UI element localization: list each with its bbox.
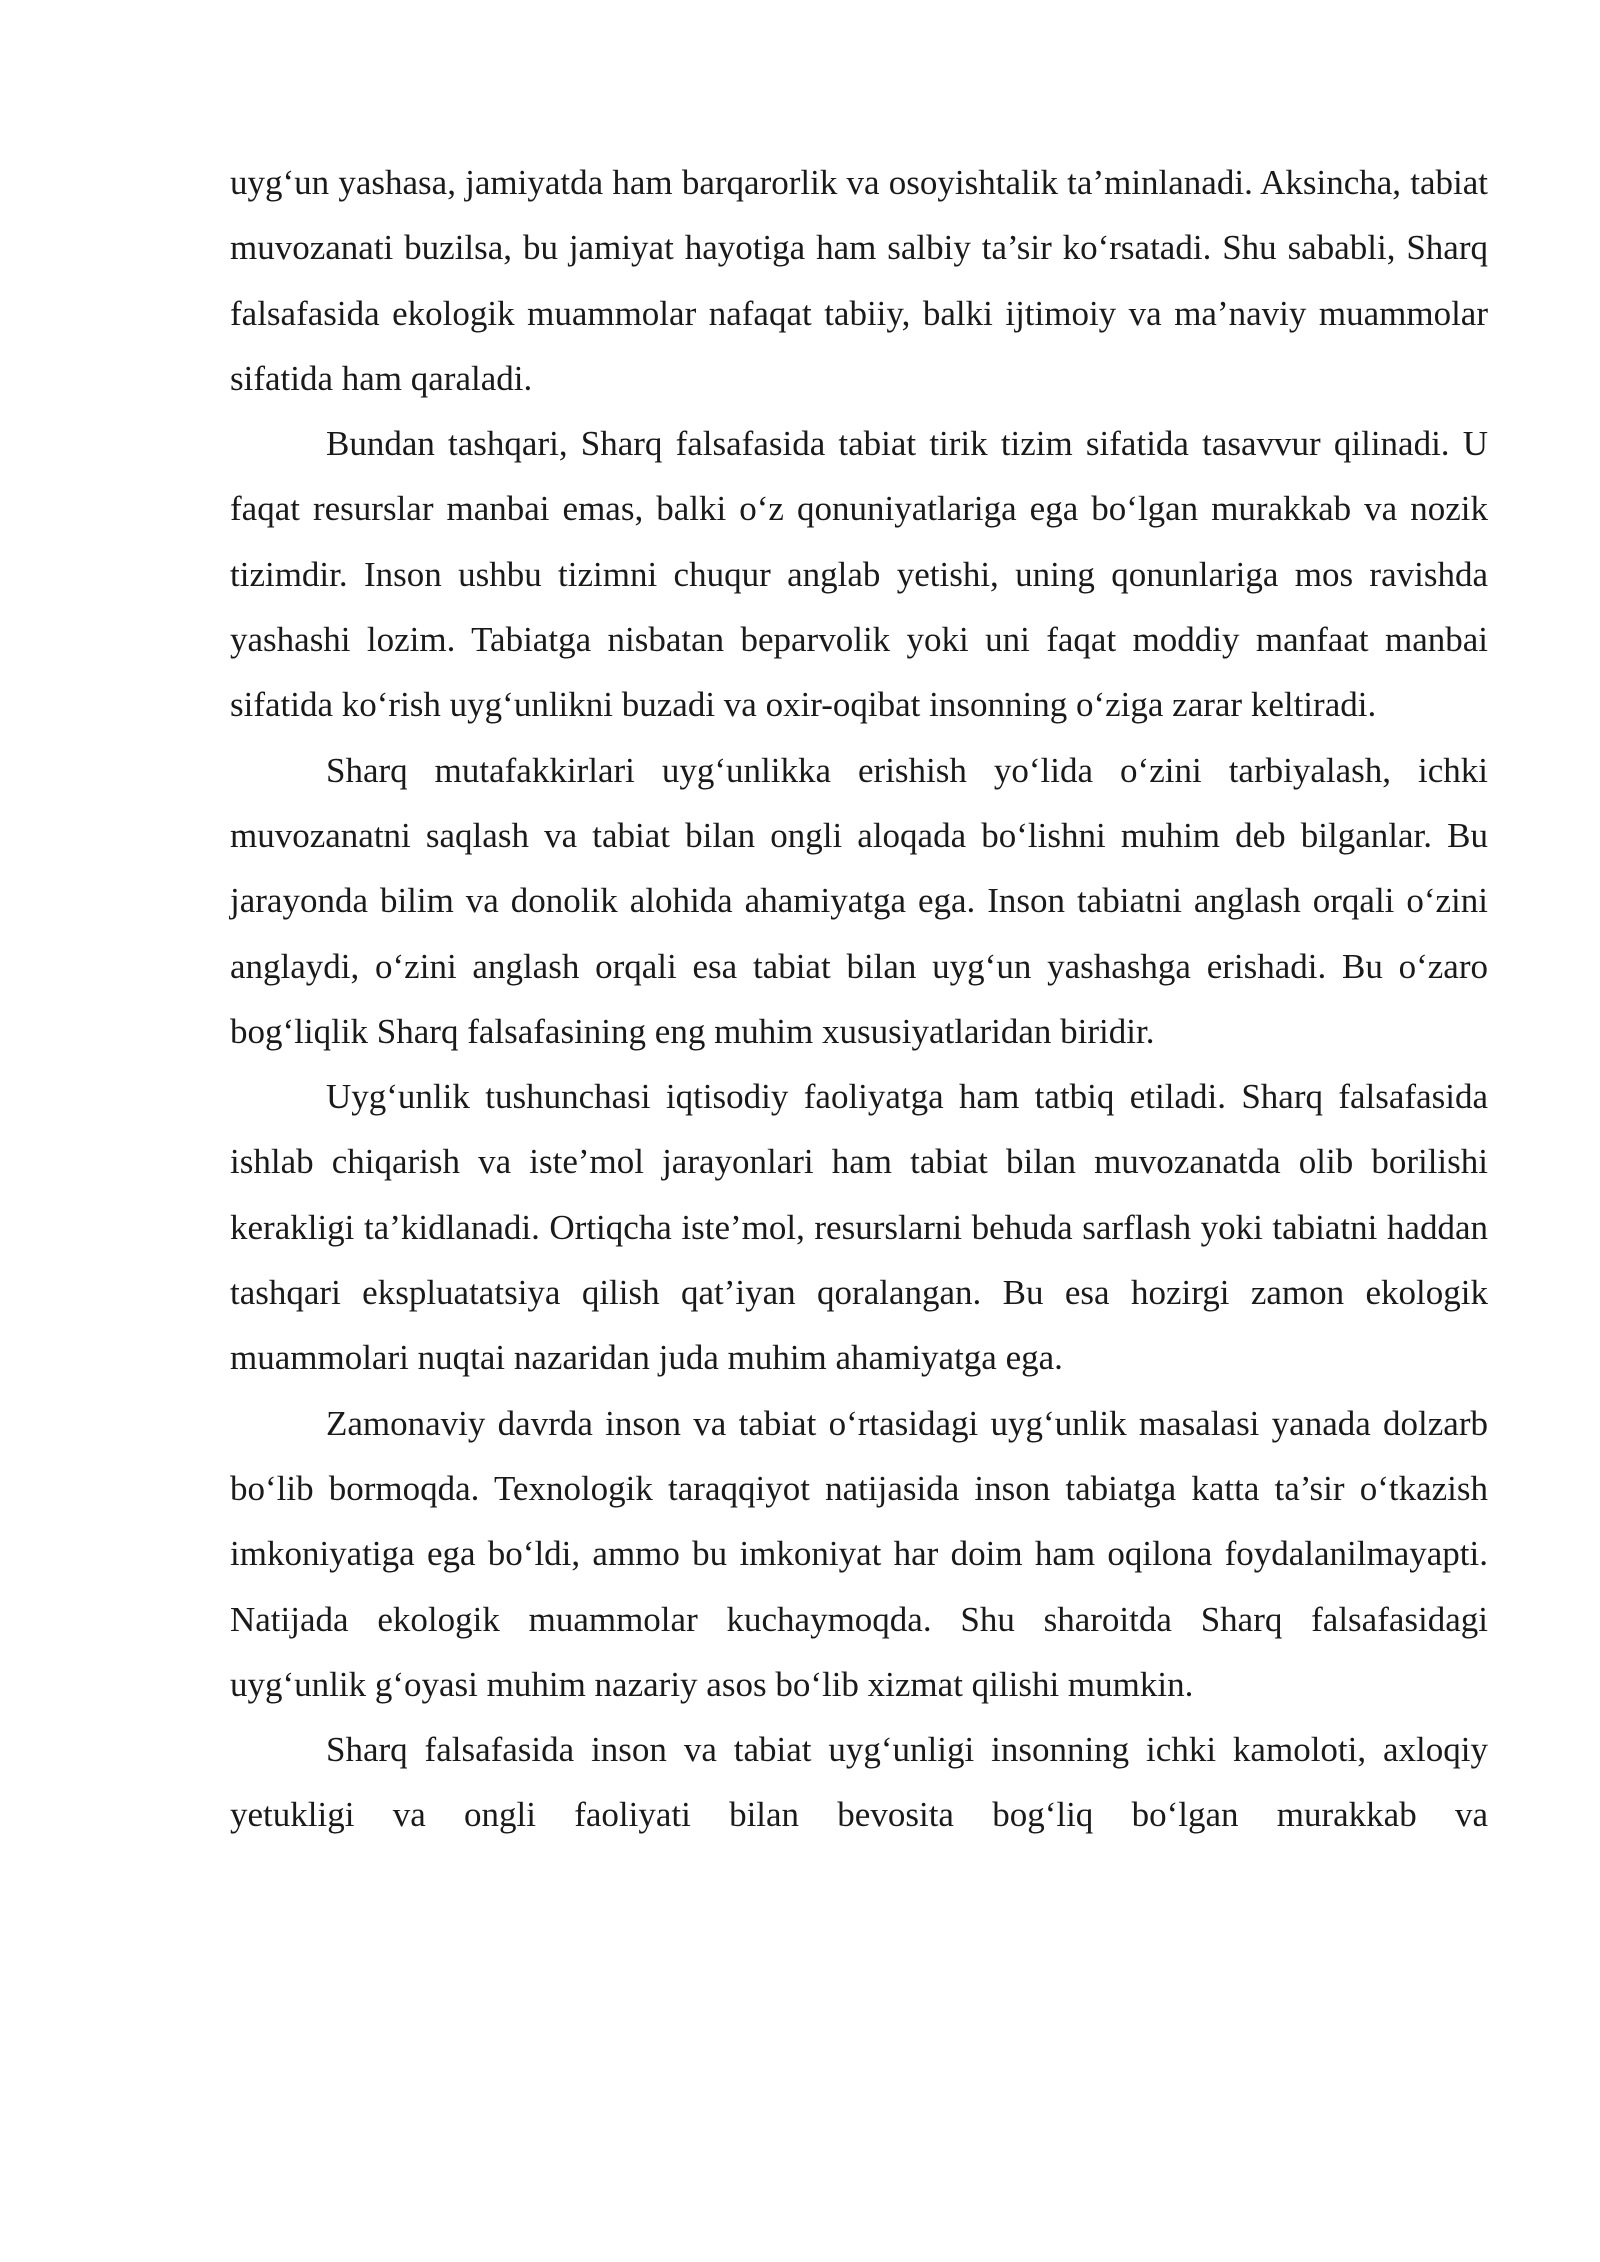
paragraph-2: Bundan tashqari, Sharq falsafasida tabiat tirik tizim sifatida tasavvur qilinadi. U faqat resurslar manbai emas, balki o‘z qonuniyatlariga ega bo‘lgan murakkab va nozik tizimdir. Inson ushbu tizimni chuqur anglab yetishi, uning qonunlariga mos ravishda yashashi lozim. Tabiatga nisbatan beparvolik yoki uni faqat moddiy manfaat manbai sifatida ko‘rish uyg‘unlikni buzadi va oxir-oqibat insonning o‘ziga zarar keltiradi. [230, 424, 1488, 725]
paragraph-6: Sharq falsafasida inson va tabiat uyg‘unligi insonning ichki kamoloti, axloqiy yetukligi va ongli faoliyati bilan bevosita bog‘liq bo‘lgan murakkab va [230, 1730, 1488, 1835]
paragraph-4: Uyg‘unlik tushunchasi iqtisodiy faoliyatga ham tatbiq etiladi. Sharq falsafasida ishlab chiqarish va iste’mol jarayonlari ham tabiat bilan muvozanatda olib borilishi kerakligi ta’kidlanadi. Ortiqcha iste’mol, resurslarni behuda sarflash yoki tabiatni haddan tashqari ekspluatatsiya qilish qat’iyan qoralangan. Bu esa hozirgi zamon ekologik muammolari nuqtai nazaridan juda muhim ahamiyatga ega. [230, 1077, 1488, 1378]
paragraph-5: Zamonaviy davrda inson va tabiat o‘rtasidagi uyg‘unlik masalasi yanada dolzarb bo‘lib bormoqda. Texnologik taraqqiyot natijasida inson tabiatga katta ta’sir o‘tkazish imkoniyatiga ega bo‘ldi, ammo bu imkoniyat har doim ham oqilona foydalanilmayapti. Natijada ekologik muammolar kuchaymoqda. Shu sharoitda Sharq falsafasidagi uyg‘unlik g‘oyasi muhim nazariy asos bo‘lib xizmat qilishi mumkin. [230, 1403, 1488, 1704]
paragraph-1: uyg‘un yashasa, jamiyatda ham barqarorlik va osoyishtalik ta’minlanadi. Aksincha, tabiat muvozanati buzilsa, bu jamiyat hayotiga ham salbiy ta’sir ko‘rsatadi. Shu sababli, Sharq falsafasida ekologik muammolar nafaqat tabiiy, balki ijtimoiy va ma’naviy muammolar sifatida ham qaraladi. [230, 163, 1488, 398]
document-body [230, 150, 1488, 1848]
paragraph-3: Sharq mutafakkirlari uyg‘unlikka erishish yo‘lida o‘zini tarbiyalash, ichki muvozanatni saqlash va tabiat bilan ongli aloqada bo‘lishni muhim deb bilganlar. Bu jarayonda bilim va donolik alohida ahamiyatga ega. Inson tabiatni anglash orqali o‘zini anglaydi, o‘zini anglash orqali esa tabiat bilan uyg‘un yashashga erishadi. Bu o‘zaro bog‘liqlik Sharq falsafasining eng muhim xususiyatlaridan biridir. [230, 750, 1488, 1051]
